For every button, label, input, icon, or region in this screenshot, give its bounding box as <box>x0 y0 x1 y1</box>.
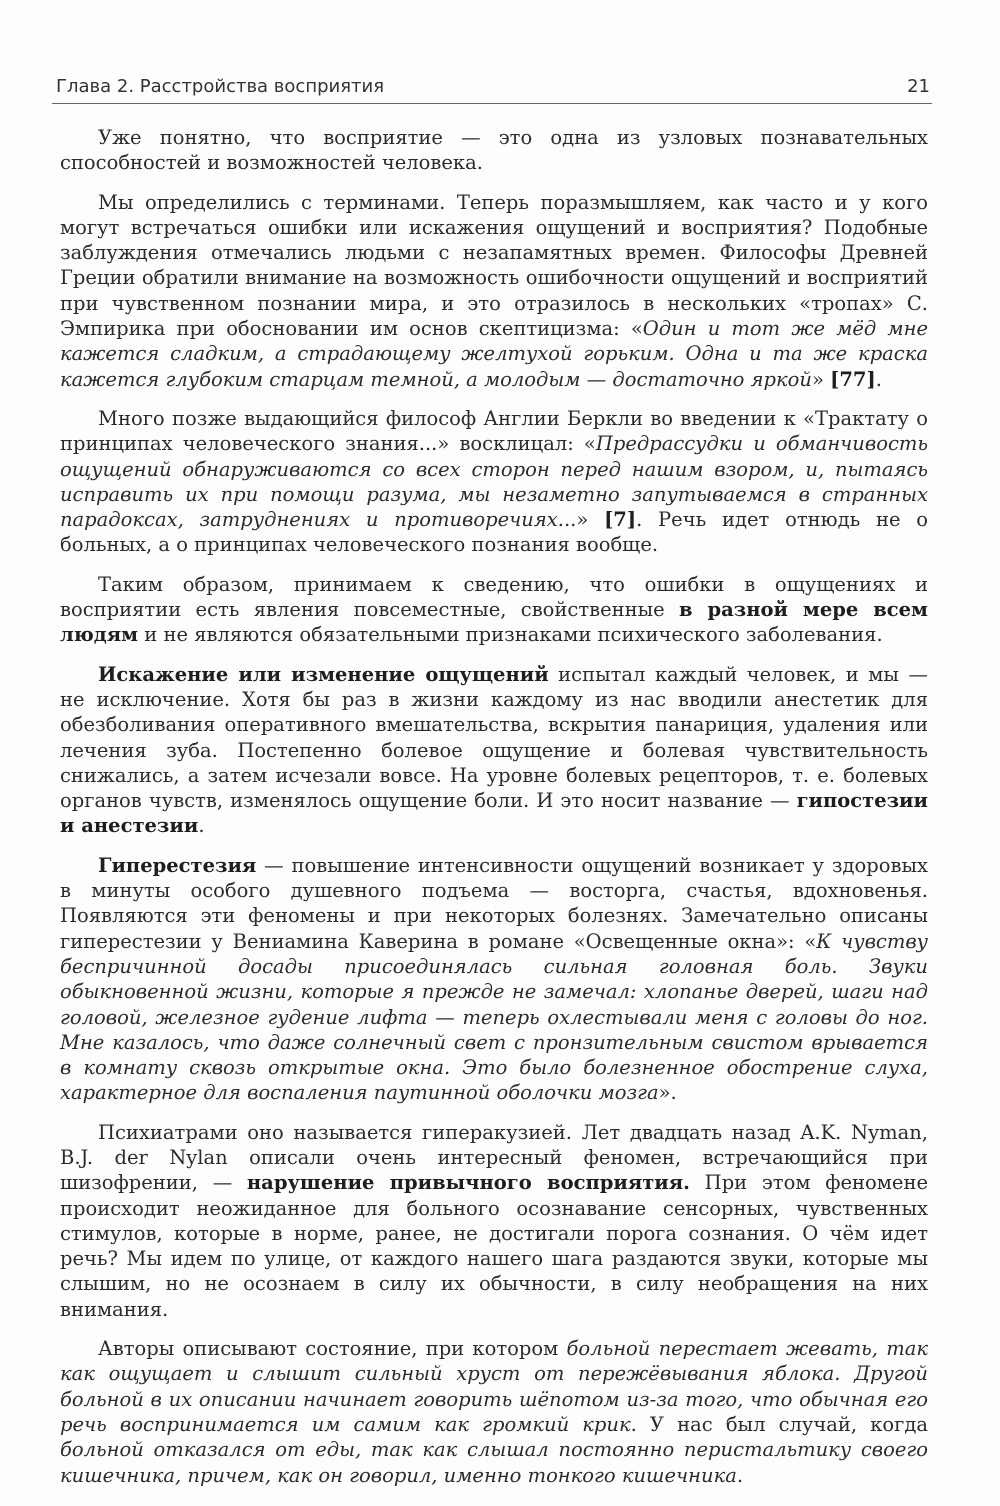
italic-quote: больной отказался от еды, так как слышал постоянно перистальтику своего кишечника, причем, как он говорил, именно тонкого кишечника <box>60 1438 928 1487</box>
chapter-title: Глава 2. Расстройства восприятия <box>56 76 385 97</box>
text-run: . <box>198 814 205 838</box>
text-run: . <box>736 1463 744 1487</box>
paragraph <box>60 406 928 558</box>
text-run: Мы определились с терминами. Теперь поразмышляем, как часто и у кого могут встречаться ошибки или искажения ощущений и восприятия? Подобные заблуждения отмечались людьми с незапамятных времен. Философы Древней Греции обратили внимание на возможность ошибочности ощущений и восприятий при чувственном познании мира, и это отразилось в нескольких «тропах» С. Эмпирика при обосновании им основ скептицизма: « <box>60 190 928 341</box>
text-run: испытал каждый человек, и мы — не исключение. Хотя бы раз в жизни каждому из нас вводили анестетик для обезболивания оперативного вмешательства, вскрытия панариция, удаления или лечения зуба. Постепенно болевое ощущение и болевая чувствительность снижались, а затем исчезали вовсе. На уровне болевых рецепторов, т. е. болевых органов чувств, изменялось ощущение боли. И это носит название — <box>60 662 928 813</box>
paragraph <box>60 1336 928 1488</box>
bold-term: в разной мере всем людям <box>60 598 929 647</box>
bold-term: гипостезии и анестезии <box>60 789 928 838</box>
italic-quote: К чувству беспричинной досады присоединялась сильная головная боль. Звуки обыкновенной жизни, которые я прежде не замечал: хлопанье дверей, шаги над головой, железное гудение лифта — теперь охлестывали меня с головы до ног. Мне казалось, что даже солнечный свет с пронзительным свистом врывается в комнату сквозь открытые окна. Это было болезненное обострение слуха, характерное для воспаления паутинной оболочки мозга <box>60 929 928 1105</box>
bold-term: [7] <box>604 508 637 532</box>
bold-term: Гиперестезия <box>98 853 257 877</box>
bold-term: [77] <box>830 367 876 391</box>
paragraph <box>60 572 928 648</box>
italic-quote: Предрассудки и обманчивость ощущений обнаруживаются со всех сторон перед нашим взором, и, пытаясь исправить их при помощи разума, мы незаметно запутываемся в странных парадоксах, затруднениях и противоречиях... <box>60 432 928 532</box>
paragraph <box>60 662 928 839</box>
text-run: ». <box>658 1081 677 1105</box>
text-run: » <box>811 367 831 391</box>
text-run: Таким образом, принимаем к сведению, что ошибки в ощущениях и восприятии есть явления повсеместные, свойственные <box>60 572 928 622</box>
bold-term: Искажение или изменение ощущений <box>98 662 549 686</box>
text-run: Много позже выдающийся философ Англии Беркли во введении к «Трактату о принципах человеческого знания...» восклицал: « <box>60 406 928 456</box>
running-head <box>52 70 932 106</box>
italic-quote: больной перестает жевать, так как ощущает и слышит сильный хруст от пережёвывания яблока. Другой больной в их описании начинает говорить шёпотом из-за того, что обычная его речь воспринимается им самим как громкий крик <box>60 1337 929 1436</box>
text-run: . <box>875 367 882 391</box>
text-run: Авторы описывают состояние, при котором <box>98 1337 567 1361</box>
paragraph <box>60 1120 928 1322</box>
text-run: . У нас был случай, когда <box>630 1412 928 1436</box>
paragraph <box>60 125 928 176</box>
text-run: При этом феномене происходит неожиданное для больного осознавание сенсорных, чувственных стимулов, которые в норме, ранее, не достигали порога сознания. О чём идет речь? Мы идем по улице, от каждого нашего шага раздаются звуки, которые мы слышим, но не осознаем в силу их обычности, в силу необращения на них внимания. <box>60 1171 928 1321</box>
text-run: — повышение интенсивности ощущений возникает у здоровых в минуты особого душевного подъема — восторга, счастья, вдохновенья. Появляются эти феномены и при некоторых болезнях. Замечательно описаны гиперестезии у Вениамина Каверина в романе «Освещенные окна»: « <box>60 853 928 953</box>
body-text <box>60 125 928 1502</box>
header-rule <box>52 103 932 104</box>
text-run: » <box>576 508 605 532</box>
paragraph <box>60 190 928 392</box>
text-run: . Речь идет отнюдь не о больных, а о принципах человеческого познания вообще. <box>60 508 928 557</box>
text-run: Уже понятно, что восприятие — это одна из узловых познавательных способностей и возможностей человека. <box>60 126 928 175</box>
text-run: Психиатрами оно называется гиперакузией. Лет двадцать назад A.K. Nyman, B.J. der Nylan описали очень интересный феномен, встречающийся при шизофрении, — <box>60 1120 928 1195</box>
page-number: 21 <box>907 76 930 97</box>
bold-term: нарушение привычного восприятия. <box>246 1171 690 1195</box>
italic-quote: Один и тот же мёд мне кажется сладким, а страдающему желтухой горьким. Одна и та же краска кажется глубоким старцам темной, а молодым — достаточно яркой <box>60 317 928 391</box>
text-run: и не являются обязательными признаками психического заболевания. <box>138 623 883 647</box>
paragraph <box>60 853 928 1106</box>
